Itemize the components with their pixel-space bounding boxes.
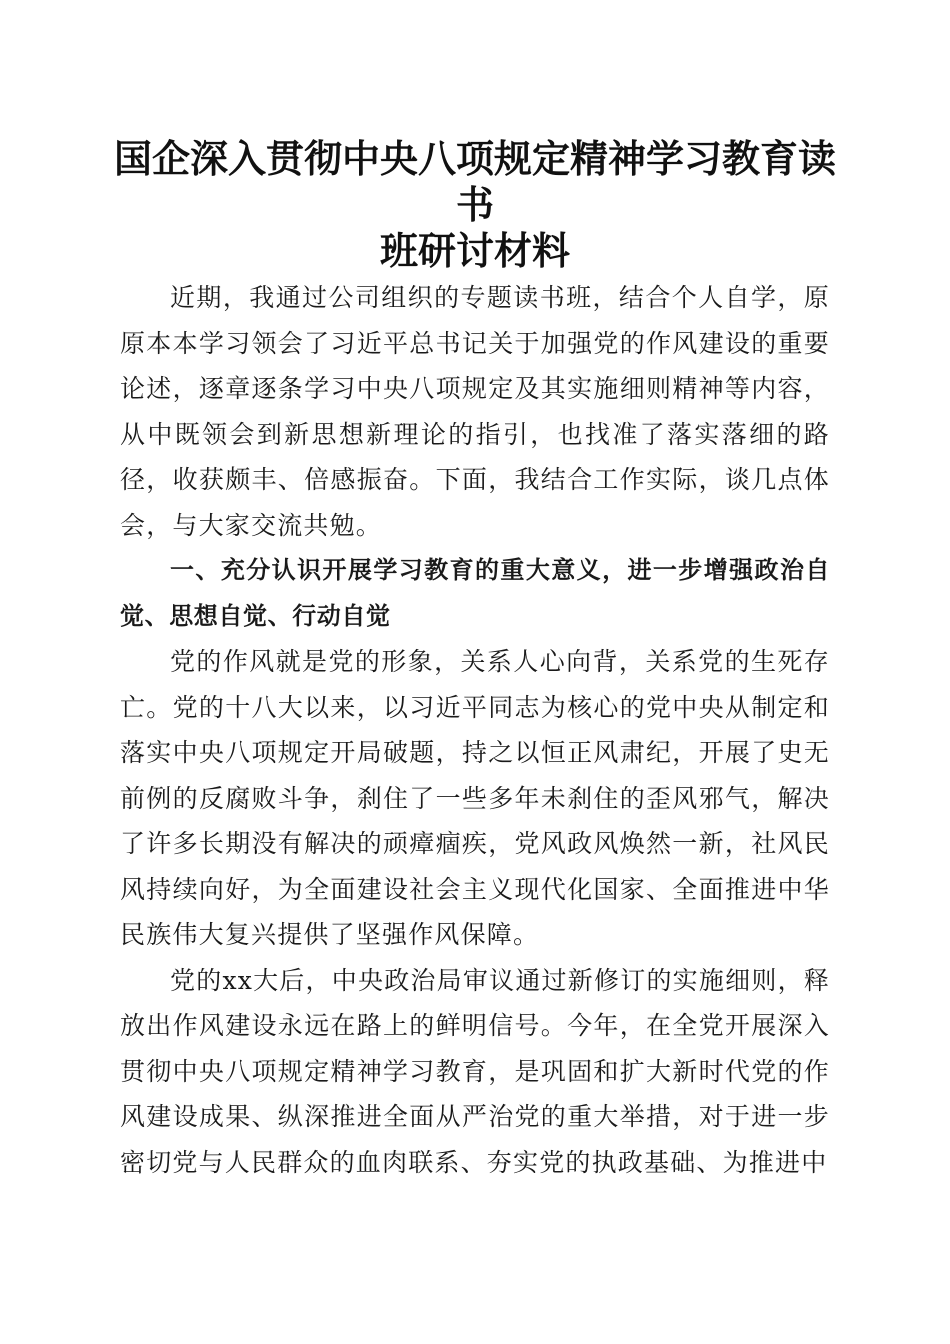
paragraph-2: 党的作风就是党的形象，关系人心向背，关系党的生死存亡。党的十八大以来，以习近平同志为核心的党中央从制定和落实中央八项规定开局破题，持之以恒正风肃纪，开展了史无前例的反腐败斗争，刹住了一些多年未刹住的歪风邪气，解决了许多长期没有解决的顽瘴痼疾，党风政风焕然一新，社风民风持续向好，为全面建设社会主义现代化国家、全面推进中华民族伟大复兴提供了坚强作风保障。 <box>120 647 830 949</box>
title-line-2: 班研讨材料 <box>379 228 570 273</box>
document-body <box>120 275 830 1185</box>
paragraph-3: 党的xx大后，中央政治局审议通过新修订的实施细则，释放出作风建设永远在路上的鲜明信号。今年，在全党开展深入贯彻中央八项规定精神学习教育，是巩固和扩大新时代党的作风建设成果、纵深推进全面从严治党的重大举措，对于进一步密切党与人民群众的血肉联系、夯实党的执政基础、为推进中 <box>120 965 830 1177</box>
document-title <box>100 136 850 274</box>
section-heading-1: 一、充分认识开展学习教育的重大意义，进一步增强政治自觉、思想自觉、行动自觉 <box>120 556 830 630</box>
title-line-1: 国企深入贯彻中央八项规定精神学习教育读书 <box>113 136 836 227</box>
paragraph-intro: 近期，我通过公司组织的专题读书班，结合个人自学，原原本本学习领会了习近平总书记关于加强党的作风建设的重要论述，逐章逐条学习中央八项规定及其实施细则精神等内容，从中既领会到新思想新理论的指引，也找准了落实落细的路径，收获颇丰、倍感振奋。下面，我结合工作实际，谈几点体会，与大家交流共勉。 <box>120 283 830 540</box>
